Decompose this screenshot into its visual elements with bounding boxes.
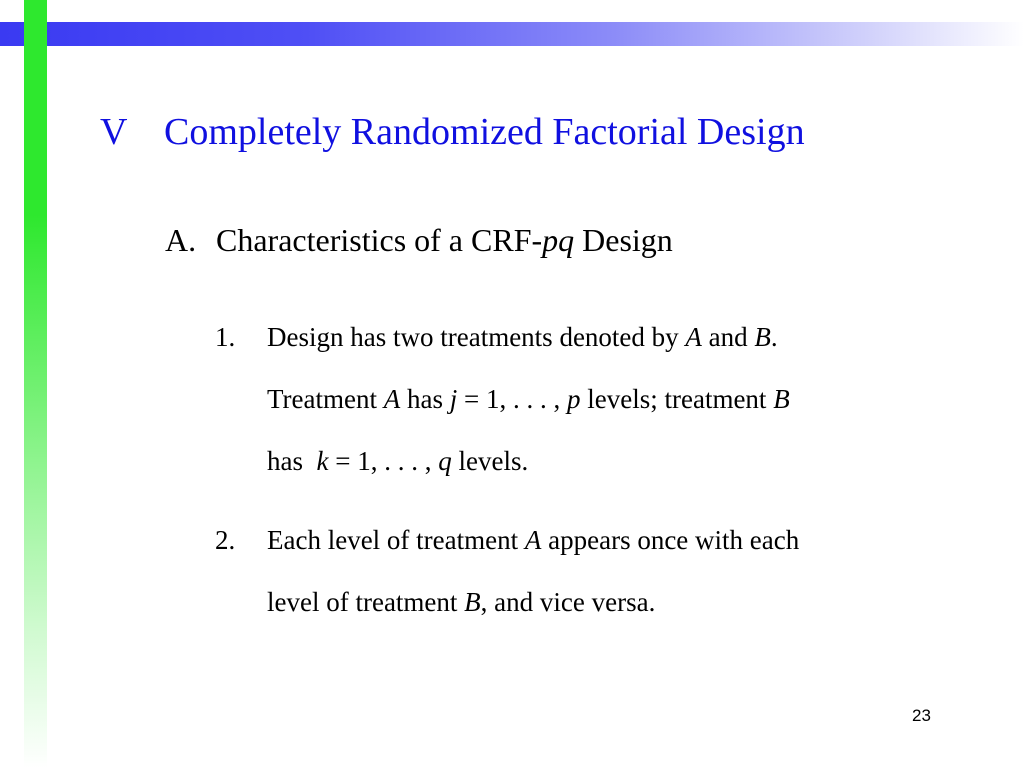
title-text: Completely Randomized Factorial Design (164, 111, 805, 153)
math-var: k (316, 446, 329, 476)
list-item-number: 1. (215, 322, 236, 352)
text-run: levels; treatment (580, 384, 774, 414)
list-item-line (267, 306, 955, 368)
list-item-1 (215, 306, 955, 492)
text-run: Each level of treatment (267, 525, 525, 555)
text-run: has (267, 446, 317, 476)
list-item-line (267, 368, 955, 430)
math-var: j (449, 384, 458, 414)
text-run: Treatment (267, 384, 384, 414)
math-var: p (567, 384, 581, 414)
text-run: Design has two treatments denoted by (267, 322, 686, 352)
list-item-line (267, 430, 955, 492)
top-decorative-bar (0, 22, 1024, 46)
math-var: B (754, 322, 771, 352)
text-run: appears once with each (541, 525, 800, 555)
text-run: . (770, 322, 778, 352)
list-item-2 (215, 509, 955, 633)
list-item-number: 2. (215, 525, 236, 555)
text-run: = 1, . . . , (457, 384, 567, 414)
page-number: 23 (912, 706, 931, 725)
section-text-italic: pq (542, 222, 575, 258)
left-decorative-bar (24, 0, 47, 768)
text-run: and (701, 322, 755, 352)
math-var: A (685, 322, 702, 352)
math-var: B (773, 384, 790, 414)
section-heading (165, 222, 673, 259)
text-run: has (400, 384, 450, 414)
text-run: levels. (451, 446, 529, 476)
slide-title (100, 110, 805, 154)
section-label: A. (165, 222, 197, 258)
text-run: , and vice versa. (480, 587, 656, 617)
math-var: A (524, 525, 542, 555)
list-item-line (267, 509, 955, 571)
section-text-post: Design (574, 222, 673, 258)
text-run: = 1, . . . , (328, 446, 439, 476)
section-text-pre: Characteristics of a CRF- (216, 222, 543, 258)
title-number: V (100, 111, 128, 153)
math-var: A (383, 384, 401, 414)
text-run: level of treatment (267, 587, 465, 617)
list-item-line (267, 571, 955, 633)
math-var: q (438, 446, 452, 476)
math-var: B (464, 587, 481, 617)
